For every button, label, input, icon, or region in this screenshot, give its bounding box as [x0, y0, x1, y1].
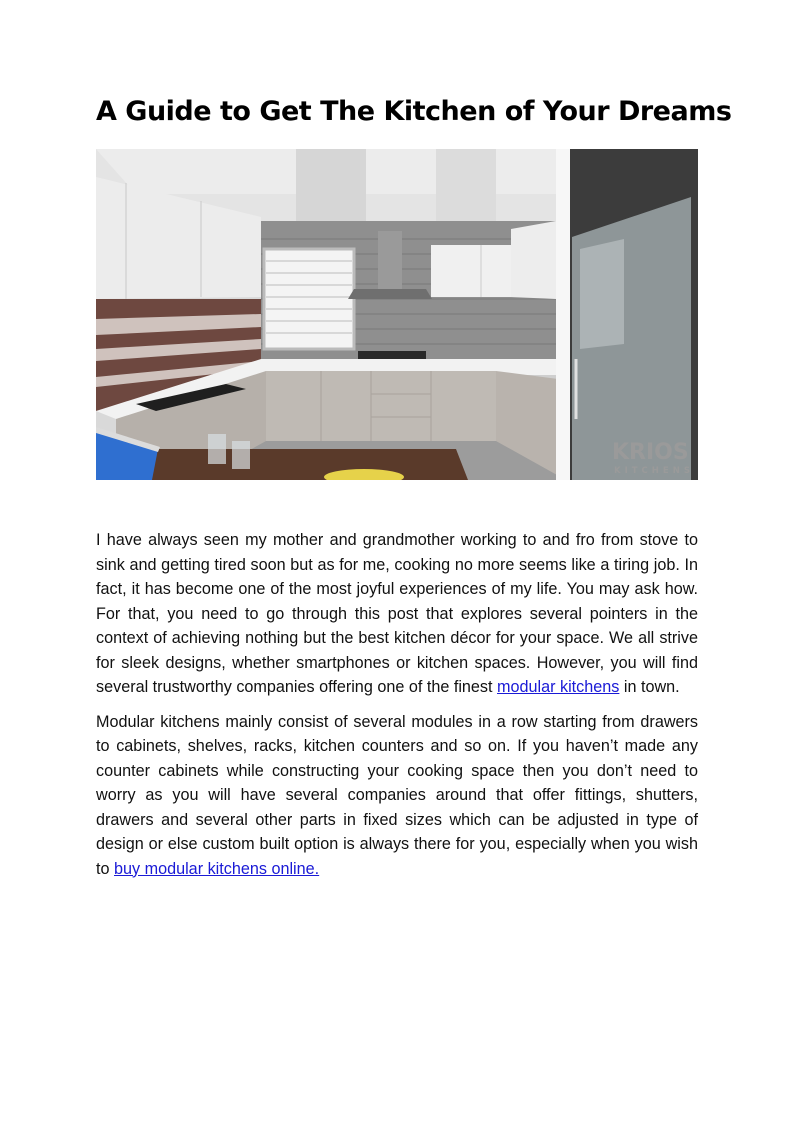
paragraph-1 [96, 528, 698, 700]
page-title: A Guide to Get The Kitchen of Your Dreams [96, 96, 732, 127]
paragraph-2-text: Modular kitchens mainly consist of several modules in a row starting from drawers to cabinets, shelves, racks, kitchen counters and so on. If you haven’t made any counter cabinets while constructing your cooking space then you don’t need to worry as you will have several companies around that offer fittings, shutters, drawers and several other parts in fixed sizes which can be adjusted in type of design or else custom built option is always there for you, especially when you wish to [96, 712, 698, 878]
buy-modular-kitchens-link[interactable]: buy modular kitchens online. [114, 859, 320, 878]
krios-logo [612, 440, 694, 476]
logo-sub: KITCHENS [614, 466, 694, 476]
kitchen-illustration [96, 149, 698, 480]
paragraph-1-tail: in town. [619, 678, 680, 696]
article-body [96, 528, 698, 891]
modular-kitchens-link[interactable]: modular kitchens [497, 678, 620, 696]
paragraph-1-text: I have always seen my mother and grandmother working to and fro from stove to sink and getting tired soon but as for me, cooking no more seems like a tiring job. In fact, it has become one of the most joyful experiences of my life. You may ask how. For that, you need to go through this post that explores several pointers in the context of achieving nothing but the best kitchen décor for your space. We all strive for sleek designs, whether smartphones or kitchen spaces. However, you will find several trustworthy companies offering one of the finest [96, 531, 698, 696]
logo-main: KRIOS [612, 440, 689, 465]
kitchen-photo [96, 149, 698, 480]
paragraph-2 [96, 710, 698, 882]
